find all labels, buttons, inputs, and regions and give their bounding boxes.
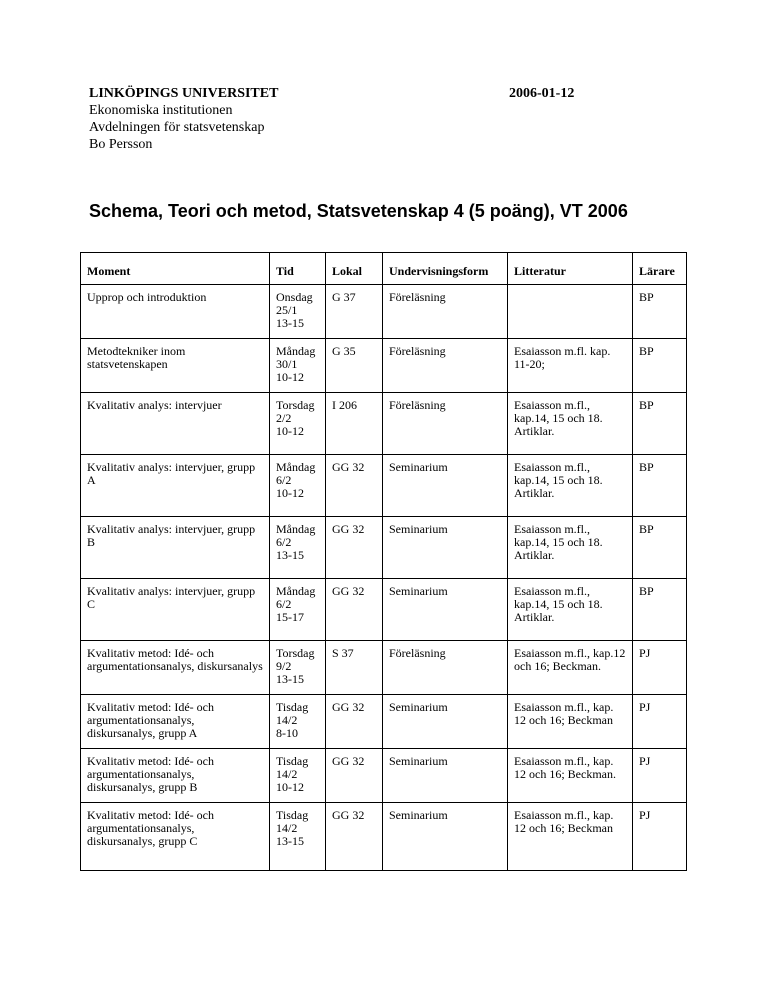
cell-lokal: GG 32: [326, 695, 383, 749]
cell-tid: Onsdag 25/1 13-15: [270, 285, 326, 339]
table-row: [81, 339, 687, 393]
cell-larare: BP: [633, 455, 687, 517]
cell-lokal: GG 32: [326, 517, 383, 579]
institution-name: Ekonomiska institutionen: [89, 103, 233, 118]
cell-moment: Kvalitativ analys: intervjuer: [81, 393, 270, 455]
letterhead: [89, 85, 278, 153]
cell-moment: Kvalitativ analys: intervjuer, grupp B: [81, 517, 270, 579]
cell-undervisningsform: Seminarium: [383, 579, 508, 641]
department-name: Avdelningen för statsvetenskap: [89, 120, 265, 135]
cell-tid: Tisdag 14/2 10-12: [270, 749, 326, 803]
cell-moment: Kvalitativ metod: Idé- och argumentationsanalys, diskursanalys, grupp C: [81, 803, 270, 871]
cell-undervisningsform: Föreläsning: [383, 339, 508, 393]
cell-larare: BP: [633, 285, 687, 339]
cell-tid: Måndag 6/2 15-17: [270, 579, 326, 641]
cell-moment: Kvalitativ analys: intervjuer, grupp C: [81, 579, 270, 641]
table-row: [81, 579, 687, 641]
table-row: [81, 517, 687, 579]
cell-undervisningsform: Seminarium: [383, 695, 508, 749]
cell-larare: BP: [633, 517, 687, 579]
cell-moment: Kvalitativ metod: Idé- och argumentationsanalys, diskursanalys, grupp A: [81, 695, 270, 749]
cell-larare: PJ: [633, 641, 687, 695]
column-header-larare: Lärare: [633, 253, 687, 285]
cell-undervisningsform: Seminarium: [383, 517, 508, 579]
cell-undervisningsform: Föreläsning: [383, 641, 508, 695]
cell-tid: Måndag 6/2 10-12: [270, 455, 326, 517]
university-name: LINKÖPINGS UNIVERSITET: [89, 86, 279, 101]
cell-lokal: I 206: [326, 393, 383, 455]
cell-lokal: G 35: [326, 339, 383, 393]
cell-undervisningsform: Föreläsning: [383, 393, 508, 455]
cell-litteratur: Esaiasson m.fl., kap.14, 15 och 18. Artiklar.: [508, 393, 633, 455]
cell-litteratur: Esaiasson m.fl. kap. 11-20;: [508, 339, 633, 393]
column-header-moment: Moment: [81, 253, 270, 285]
cell-undervisningsform: Seminarium: [383, 455, 508, 517]
cell-litteratur: Esaiasson m.fl., kap.14, 15 och 18. Artiklar.: [508, 579, 633, 641]
cell-tid: Måndag 30/1 10-12: [270, 339, 326, 393]
cell-tid: Torsdag 2/2 10-12: [270, 393, 326, 455]
cell-undervisningsform: Föreläsning: [383, 285, 508, 339]
cell-lokal: GG 32: [326, 749, 383, 803]
table-row: [81, 641, 687, 695]
column-header-lokal: Lokal: [326, 253, 383, 285]
cell-litteratur: Esaiasson m.fl., kap. 12 och 16; Beckman.: [508, 749, 633, 803]
table-row: [81, 803, 687, 871]
cell-lokal: GG 32: [326, 579, 383, 641]
cell-tid: Tisdag 14/2 13-15: [270, 803, 326, 871]
cell-moment: Metodtekniker inom statsvetenskapen: [81, 339, 270, 393]
cell-larare: BP: [633, 393, 687, 455]
table-row: [81, 393, 687, 455]
cell-litteratur: Esaiasson m.fl., kap. 12 och 16; Beckman: [508, 803, 633, 871]
author-name: Bo Persson: [89, 137, 153, 152]
cell-larare: PJ: [633, 803, 687, 871]
column-header-litteratur: Litteratur: [508, 253, 633, 285]
cell-moment: Kvalitativ analys: intervjuer, grupp A: [81, 455, 270, 517]
document-title: Schema, Teori och metod, Statsvetenskap 4 (5 poäng), VT 2006: [89, 201, 628, 221]
cell-litteratur: Esaiasson m.fl., kap.14, 15 och 18. Artiklar.: [508, 517, 633, 579]
cell-litteratur: Esaiasson m.fl., kap. 12 och 16; Beckman: [508, 695, 633, 749]
cell-lokal: G 37: [326, 285, 383, 339]
cell-tid: Måndag 6/2 13-15: [270, 517, 326, 579]
cell-lokal: GG 32: [326, 803, 383, 871]
cell-larare: PJ: [633, 695, 687, 749]
cell-larare: BP: [633, 579, 687, 641]
column-header-undervisningsform: Undervisningsform: [383, 253, 508, 285]
cell-lokal: S 37: [326, 641, 383, 695]
cell-moment: Kvalitativ metod: Idé- och argumentationsanalys, diskursanalys, grupp B: [81, 749, 270, 803]
table-row: [81, 285, 687, 339]
cell-tid: Tisdag 14/2 8-10: [270, 695, 326, 749]
column-header-tid: Tid: [270, 253, 326, 285]
cell-larare: PJ: [633, 749, 687, 803]
table-header-row: [81, 253, 687, 285]
document-date: 2006-01-12: [509, 86, 575, 101]
table-row: [81, 455, 687, 517]
cell-undervisningsform: Seminarium: [383, 749, 508, 803]
cell-litteratur: Esaiasson m.fl., kap.14, 15 och 18. Artiklar.: [508, 455, 633, 517]
cell-tid: Torsdag 9/2 13-15: [270, 641, 326, 695]
cell-undervisningsform: Seminarium: [383, 803, 508, 871]
table-row: [81, 749, 687, 803]
cell-larare: BP: [633, 339, 687, 393]
cell-litteratur: Esaiasson m.fl., kap.12 och 16; Beckman.: [508, 641, 633, 695]
schedule-table: [80, 252, 687, 871]
cell-moment: Kvalitativ metod: Idé- och argumentationsanalys, diskursanalys: [81, 641, 270, 695]
cell-lokal: GG 32: [326, 455, 383, 517]
cell-litteratur: [508, 285, 633, 339]
table-row: [81, 695, 687, 749]
cell-moment: Upprop och introduktion: [81, 285, 270, 339]
